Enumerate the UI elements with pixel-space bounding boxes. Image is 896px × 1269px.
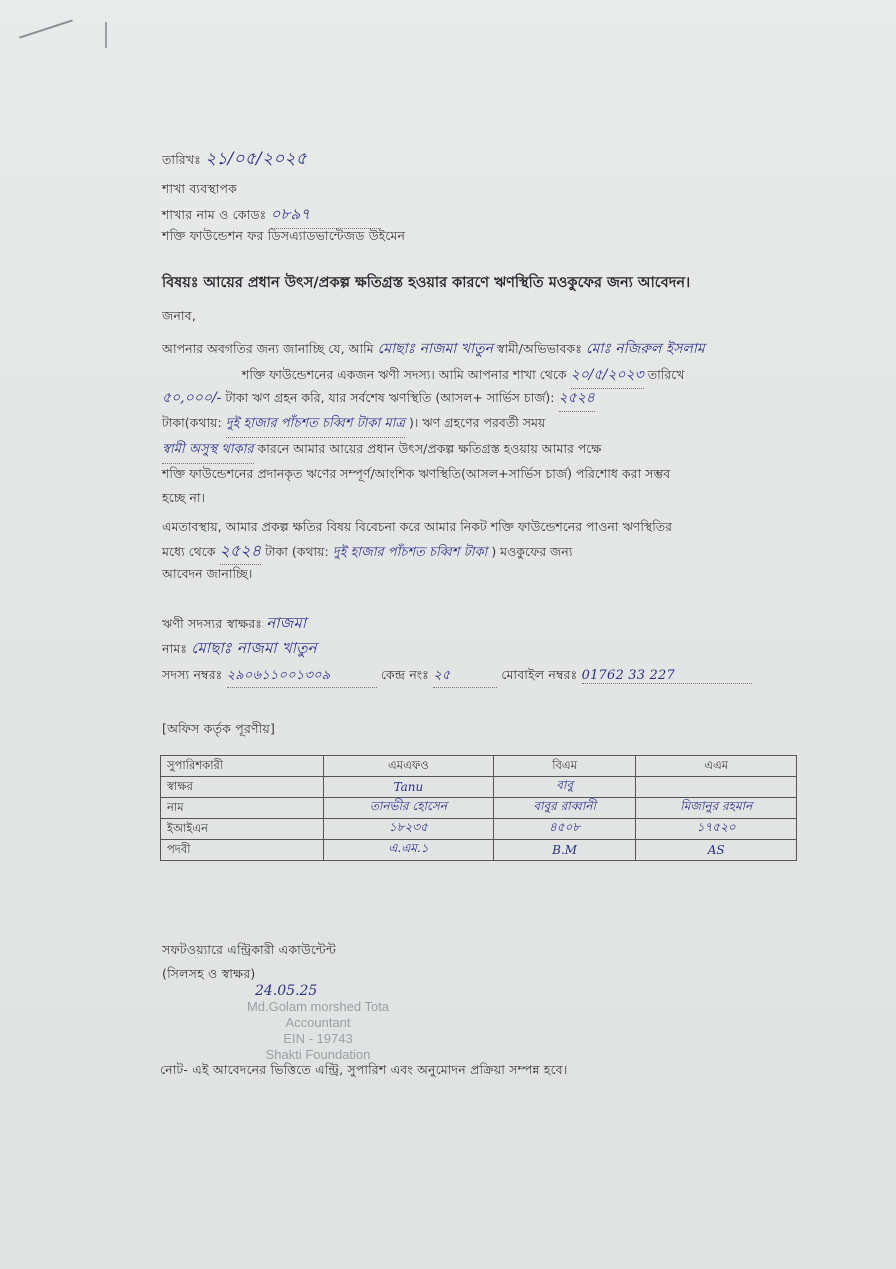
row-label: পদবী <box>161 840 324 861</box>
member-id-value: ২৯০৬১১০০১৩০৯ <box>227 666 377 688</box>
center-value: ২৫ <box>433 666 497 688</box>
waive-words-handwritten: দুই হাজার পাঁচশত চব্বিশ টাকা <box>332 545 488 560</box>
date-value: ২১/০৫/২০২৫ <box>205 149 307 169</box>
accountant-stamp <box>238 999 398 1063</box>
table-row <box>161 819 797 840</box>
subject-line: বিষয়ঃ আয়ের প্রধান উৎস/প্রকল্প ক্ষতিগ্রস্ত হওয়ার কারণে ঋণস্থিতি মওকুফের জন্য আবেদন। <box>162 275 691 291</box>
stamp-line: EIN - 19743 <box>283 1031 353 1046</box>
am-name: মিজানুর রহমান <box>636 798 797 819</box>
organization-name: শক্তি ফাউন্ডেশন ফর ডিসএ্যাডভান্টেজড উইমেন <box>162 228 406 243</box>
balance-handwritten: ২৫২৪ <box>559 385 595 412</box>
member-name-line <box>162 637 317 662</box>
accountant-date: 24.05.25 <box>255 983 318 999</box>
paragraph1-line3 <box>162 385 595 412</box>
text: )। ঋণ গ্রহণের পরবর্তী সময় <box>408 415 546 430</box>
balance-words-handwritten: দুই হাজার পাঁচশত চব্বিশ টাকা মাত্র <box>226 411 405 438</box>
row-label: ইআইএন <box>161 819 324 840</box>
row-label: নাম <box>161 798 324 819</box>
mfo-signature: Tanu <box>324 777 494 798</box>
text: শক্তি ফাউন্ডেশনের একজন ঋণী সদস্য। আমি আপনার শাখা থেকে <box>241 367 567 382</box>
reason-handwritten: স্বামী অসুস্থ থাকার <box>162 437 254 464</box>
text: মধ্যে থেকে <box>162 544 216 559</box>
table-header: সুপারিশকারী <box>161 756 324 777</box>
member-id-line <box>162 666 752 688</box>
member-id-label: সদস্য নম্বরঃ <box>162 667 223 682</box>
paragraph1-line6: শক্তি ফাউন্ডেশনের প্রদানকৃত ঋণের সম্পূর্ণ/আংশিক ঋণস্থিতি(আসল+সার্ভিস চার্জ) পরিশোধ করা সম্ভব <box>162 466 671 481</box>
mfo-ein: ১৮২৩৫ <box>324 819 494 840</box>
office-use-note: [অফিস কর্তৃক পূরণীয়] <box>162 721 276 736</box>
table-row <box>161 777 797 798</box>
text: তারিখে <box>647 367 685 382</box>
text: টাকা(কথায়: <box>162 415 222 430</box>
table-header-row <box>161 756 797 777</box>
date-label: তারিখঃ <box>162 152 201 167</box>
paragraph2-line3: আবেদন জানাচ্ছি। <box>162 566 253 581</box>
paragraph2-line1: এমতাবস্থায়, আমার প্রকল্প ক্ষতির বিষয় বিবেচনা করে আমার নিকট শক্তি ফাউন্ডেশনের পাওনা ঋণস্থিতির <box>162 519 673 534</box>
member-signature-line <box>162 612 306 637</box>
stamp-line: Shakti Foundation <box>265 1047 371 1062</box>
center-label: কেন্দ্র নংঃ <box>380 667 430 682</box>
accountant-title: সফটওয়্যারে এন্ট্রিকারী একাউন্টেন্ট <box>162 942 336 957</box>
member-name-value: মোছাঃ নাজমা খাতুন <box>191 639 317 657</box>
am-signature <box>636 777 797 798</box>
branch-label: শাখার নাম ও কোডঃ <box>162 207 267 222</box>
bm-name: বাবুর রাব্বানী <box>493 798 636 819</box>
footer-note: নোট- এই আবেদনের ভিত্তিতে এন্ট্রি, সুপারিশ এবং অনুমোদন প্রক্রিয়া সম্পন্ন হবে। <box>160 1062 568 1077</box>
member-name-handwritten: মোছাঃ নাজমা খাতুন <box>377 341 493 357</box>
mfo-designation: এ.এম.১ <box>324 840 494 861</box>
member-signature-label: ঋণী সদস্যর স্বাক্ষরঃ <box>162 616 263 631</box>
branch-code: ০৮৯৭ <box>271 203 381 229</box>
waive-amount-handwritten: ২৫২৪ <box>220 538 262 565</box>
text: স্বামী/অভিভাবকঃ <box>496 341 582 356</box>
paper-fold-mark <box>19 19 73 38</box>
text: কারনে আমার আয়ের প্রধান উৎস/প্রকল্প ক্ষতিগ্রস্ত হওয়ায় আমার পক্ষে <box>257 441 602 456</box>
date-line <box>162 146 307 174</box>
paragraph1-line1 <box>162 336 705 362</box>
branch-line <box>162 203 381 229</box>
table-header: এএম <box>636 756 797 777</box>
loan-date-handwritten: ২০/৫/২০২৩ <box>571 362 644 389</box>
bm-ein: ৪৫০৮ <box>493 819 636 840</box>
paragraph1-line5 <box>162 436 601 464</box>
loan-amount-handwritten: ৫০,০০০/- <box>162 390 222 406</box>
am-ein: ১৭৫২০ <box>636 819 797 840</box>
table-header: এমএফও <box>324 756 494 777</box>
table-row <box>161 840 797 861</box>
paragraph1-line7: হচ্ছে না। <box>162 490 205 505</box>
bm-signature: বাবু <box>493 777 636 798</box>
text: টাকা (কথায়: <box>265 544 329 559</box>
mfo-name: তানভীর হোসেন <box>324 798 494 819</box>
member-name-label: নামঃ <box>162 641 188 656</box>
approval-table <box>160 755 797 861</box>
text: টাকা ঋণ গ্রহন করি, যার সর্বশেষ ঋণস্থিতি (আসল+ সার্ভিস চার্জ): <box>225 390 555 405</box>
bm-designation: B.M <box>493 840 636 861</box>
mobile-value: 01762 33 227 <box>582 668 752 684</box>
am-designation: AS <box>636 840 797 861</box>
member-signature: নাজমা <box>266 614 307 632</box>
stamp-line: Accountant <box>285 1015 351 1030</box>
table-header: বিএম <box>493 756 636 777</box>
guardian-handwritten: মোঃ নজিরুল ইসলাম <box>585 341 705 357</box>
mobile-label: মোবাইল নম্বরঃ <box>501 667 578 682</box>
table-row <box>161 798 797 819</box>
paper-mark <box>105 22 107 48</box>
paragraph1-line4 <box>162 410 545 438</box>
salutation: জনাব, <box>162 308 196 323</box>
recipient-title: শাখা ব্যবস্থাপক <box>162 181 238 196</box>
text: ) মওকুফের জন্য <box>491 544 573 559</box>
accountant-seal-label: (সিলসহ ও স্বাক্ষর) <box>162 966 256 981</box>
row-label: স্বাক্ষর <box>161 777 324 798</box>
stamp-line: Md.Golam morshed Tota <box>246 999 390 1014</box>
text: আপনার অবগতির জন্য জানাচ্ছি যে, আমি <box>162 341 374 356</box>
